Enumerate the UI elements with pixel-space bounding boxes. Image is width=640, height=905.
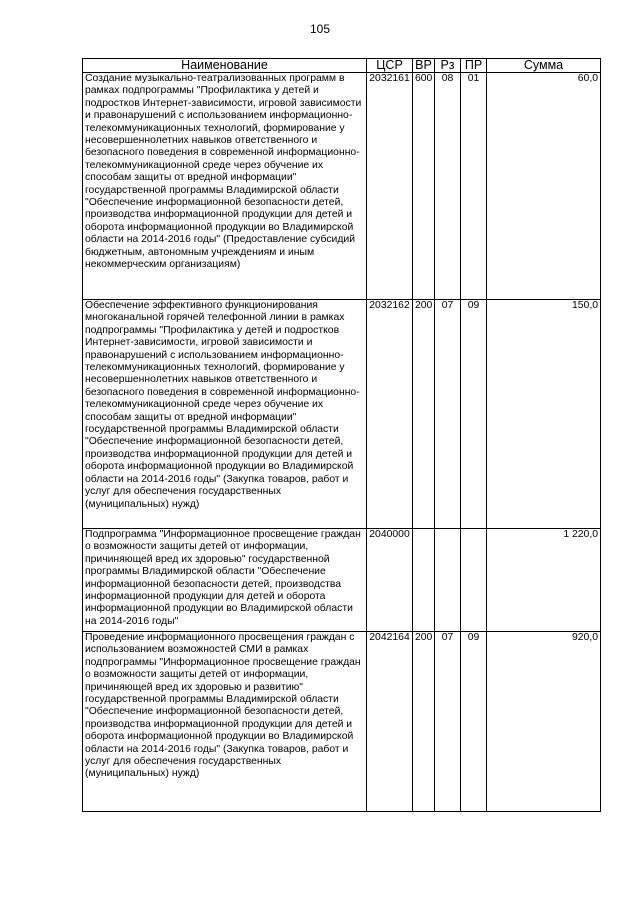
cell-rz: 08 [435, 73, 461, 300]
cell-pr: 09 [461, 300, 487, 529]
header-csr: ЦСР [367, 59, 413, 73]
table-row [83, 632, 601, 812]
cell-pr: 09 [461, 632, 487, 812]
cell-sum: 920,0 [487, 632, 601, 812]
cell-sum: 60,0 [487, 73, 601, 300]
cell-name: Подпрограмма "Информационное просвещение граждан о возможности защиты детей от информации, причиняющей вред их здоровью" государственной программы Владимирской области "Обеспечение информационной безопасности детей, производства информационной продукции для детей и оборота информационной продукции во Владимирской области на 2014-2016 годы" [83, 529, 367, 632]
cell-sum: 1 220,0 [487, 529, 601, 632]
table-row [83, 300, 601, 529]
table-row [83, 529, 601, 632]
table-header-row [83, 59, 601, 73]
cell-pr: 01 [461, 73, 487, 300]
cell-sum: 150,0 [487, 300, 601, 529]
header-vr: ВР [413, 59, 435, 73]
cell-rz: 07 [435, 300, 461, 529]
page-number: 105 [309, 22, 331, 36]
cell-vr: 600 [413, 73, 435, 300]
cell-name: Проведение информационного просвещения граждан с использованием возможностей СМИ в рамках подпрограммы "Информационное просвещение граждан о возможности защиты детей от информации, причиняющей вред их здоровью и развитию" государственной программы Владимирской области "Обеспечение информационной безопасности детей, производства информационной продукции для детей и оборота информационной продукции во Владимирской области на 2014-2016 годы" (Закупка товаров, работ и услуг для обеспечения государственных (муниципальных) нужд) [83, 632, 367, 812]
cell-csr: 2032161 [367, 73, 413, 300]
cell-vr: 200 [413, 300, 435, 529]
header-pr: ПР [461, 59, 487, 73]
cell-name: Создание музыкально-театрализованных программ в рамках подпрограммы "Профилактика у детей и подростков Интернет-зависимости, игровой зависимости и правонарушений с использованием информационно-телекоммуникационных технологий, формирование у несовершеннолетних навыков ответственного и безопасного поведения в современной информационно-телекоммуникационной среде через обучение их способам защиты от вредной информации" государственной программы Владимирской области "Обеспечение информационной безопасности детей, производства информационной продукции для детей и оборота информационной продукции во Владимирской области на 2014-2016 годы" (Предоставление субсидий бюджетным, автономным учреждениям и иным некоммерческим организациям) [83, 73, 367, 300]
header-name: Наименование [83, 59, 367, 73]
cell-vr: 200 [413, 632, 435, 812]
cell-csr: 2032162 [367, 300, 413, 529]
cell-rz: 07 [435, 632, 461, 812]
cell-name: Обеспечение эффективного функционирования многоканальной горячей телефонной линии в рамках подпрограммы "Профилактика у детей и подростков Интернет-зависимости, игровой зависимости и правонарушений с использованием информационно-телекоммуникационных технологий, формирование у несовершеннолетних навыков ответственного и безопасного поведения в современной информационно-телекоммуникационной среде через обучение их способам защиты от вредной информации" государственной программы Владимирской области "Обеспечение информационной безопасности детей, производства информационной продукции для детей и оборота информационной продукции во Владимирской области на 2014-2016 годы" (Закупка товаров, работ и услуг для обеспечения государственных (муниципальных) нужд) [83, 300, 367, 529]
table-row [83, 73, 601, 300]
cell-csr: 2040000 [367, 529, 413, 632]
cell-vr [413, 529, 435, 632]
budget-table [82, 58, 601, 812]
header-sum: Сумма [487, 59, 601, 73]
header-rz: Рз [435, 59, 461, 73]
cell-rz [435, 529, 461, 632]
cell-pr [461, 529, 487, 632]
cell-csr: 2042164 [367, 632, 413, 812]
